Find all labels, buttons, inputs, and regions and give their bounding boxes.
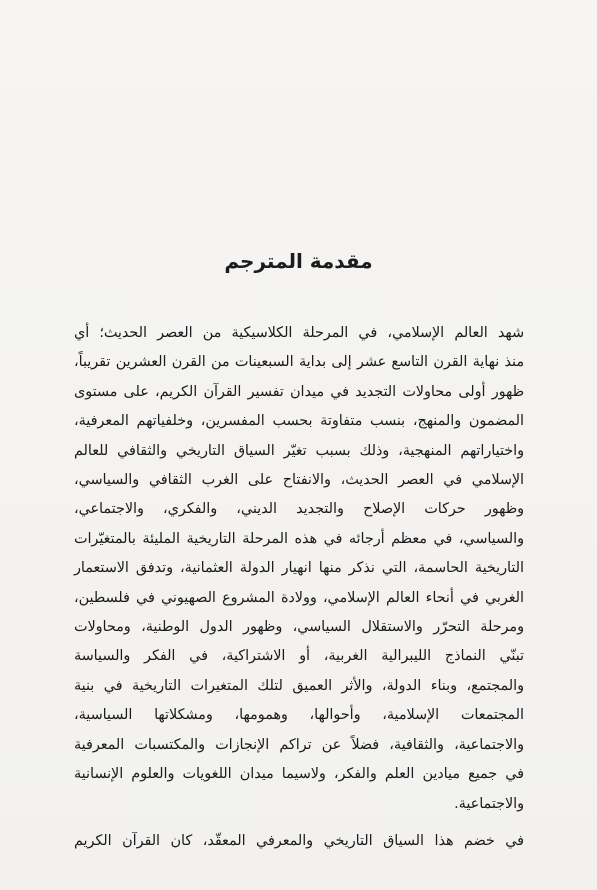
text-line: والمجتمع، وبناء الدولة، والأثر العميق لتلك المتغيرات التاريخية في بنية <box>74 677 524 694</box>
text-line: واختياراتهم المنهجية، وذلك بسبب تغيّر السياق التاريخي والثقافي للعالم <box>74 442 524 459</box>
text-line: الإسلامي في العصر الحديث، والانفتاح على الغرب الثقافي والسياسي، <box>74 472 524 489</box>
paragraph-1 <box>74 319 524 819</box>
body-text <box>74 319 524 856</box>
text-line: منذ نهاية القرن التاسع عشر إلى بداية السبعينات من القرن العشرين تقريباً، <box>74 354 524 371</box>
text-line: الغربي في أنحاء العالم الإسلامي، وولادة المشروع الصهيوني في فلسطين، <box>74 589 524 606</box>
text-line: والسياسي، في معظم أرجائه في هذه المرحلة التاريخية المليئة بالمتغيّرات <box>74 530 524 547</box>
text-line: في خضم هذا السياق التاريخي والمعرفي المعقّد، كان القرآن الكريم <box>74 832 524 849</box>
text-line: ومرحلة التحرّر والاستقلال السياسي، وظهور الدول الوطنية، ومحاولات <box>74 619 524 636</box>
text-line: شهد العالم الإسلامي، في المرحلة الكلاسيكية من العصر الحديث؛ أي <box>74 325 524 341</box>
text-line: وظهور حركات الإصلاح والتجديد الديني، والفكري، والاجتماعي، <box>74 501 524 518</box>
text-line: التاريخية الحاسمة، التي نذكر منها انهيار الدولة العثمانية، وتدفق الاستعمار <box>74 560 524 577</box>
paragraph-2 <box>74 827 524 856</box>
text-line: والاجتماعية. <box>454 795 524 812</box>
text-line: المضمون والمنهج، بنسب متفاوتة بحسب المفسرين، وخلفياتهم المعرفية، <box>74 413 524 430</box>
text-line: في جميع ميادين العلم والفكر، ولاسيما ميدان اللغويات والعلوم الإنسانية <box>74 766 524 783</box>
text-line: والاجتماعية، والثقافية، فضلاً عن تراكم الإنجازات والمكتسبات المعرفية <box>74 736 524 753</box>
text-line: تبنّي النماذج الليبرالية الغربية، أو الاشتراكية، في الفكر والسياسة <box>74 648 524 665</box>
chapter-title: مقدمة المترجم <box>224 249 373 274</box>
text-line: المجتمعات الإسلامية، وأحوالها، وهمومها، ومشكلاتها السياسية، <box>74 707 524 724</box>
text-line: ظهور أولى محاولات التجديد في ميدان تفسير القرآن الكريم، على مستوى <box>74 383 524 400</box>
